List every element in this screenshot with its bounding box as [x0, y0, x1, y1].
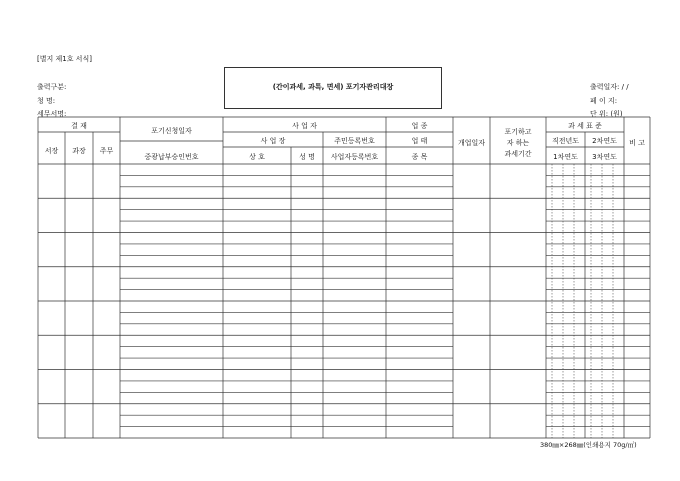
header-approval-chief: 서장 — [44, 147, 59, 155]
header-bond-no: 중광납부승인번호 — [144, 153, 199, 161]
header-open-date: 개업일자 — [457, 139, 486, 147]
page-title: (간이과세, 과특, 면세) 포기자관리대장 — [272, 83, 394, 91]
header-biz-reg-no: 사업자등록번호 — [330, 153, 379, 161]
header-approval: 결 재 — [71, 122, 87, 130]
header-resident-no: 주민등록번호 — [334, 137, 375, 145]
header-trade-name: 상 호 — [249, 153, 265, 161]
field-page: 페 이 지: — [590, 97, 618, 105]
header-tax-standard: 과 세 표 준 — [568, 122, 602, 130]
header-industry-item: 종 목 — [411, 153, 428, 161]
field-office-name: 청 명: — [37, 97, 56, 105]
header-industry: 업 종 — [411, 122, 428, 130]
form-label: [별지 제1호 서식] — [37, 55, 92, 63]
header-approval-staff: 주무 — [99, 147, 114, 155]
field-output-date: 출력일자: / / — [590, 83, 629, 91]
header-business: 사 업 자 — [292, 122, 317, 130]
paper-size-note: 380㎜×268㎜(인쇄용지 70g/㎡) — [540, 441, 637, 449]
header-waiver-date: 포기신청일자 — [151, 127, 192, 135]
field-tax-office: 세무서명: — [37, 110, 67, 118]
header-prev-year: 직전년도 — [551, 137, 580, 145]
header-approval-section: 과장 — [72, 147, 86, 155]
header-year2: 2차연도 — [592, 137, 617, 145]
header-business-site: 사 업 장 — [260, 137, 286, 145]
header-year1: 1차연도 — [553, 153, 578, 161]
field-unit: 단 위: (원) — [590, 110, 623, 118]
header-waiver-period-3: 과세기간 — [504, 150, 532, 158]
header-waiver-period-2: 자 하는 — [506, 139, 530, 147]
header-industry-type: 업 태 — [411, 137, 428, 145]
header-rep-name: 성 명 — [299, 153, 315, 161]
header-remarks: 비 고 — [629, 139, 645, 147]
header-waiver-period-1: 포기하고 — [504, 128, 532, 136]
header-year3: 3차연도 — [592, 153, 617, 161]
field-output-type: 출력구분: — [37, 83, 67, 91]
